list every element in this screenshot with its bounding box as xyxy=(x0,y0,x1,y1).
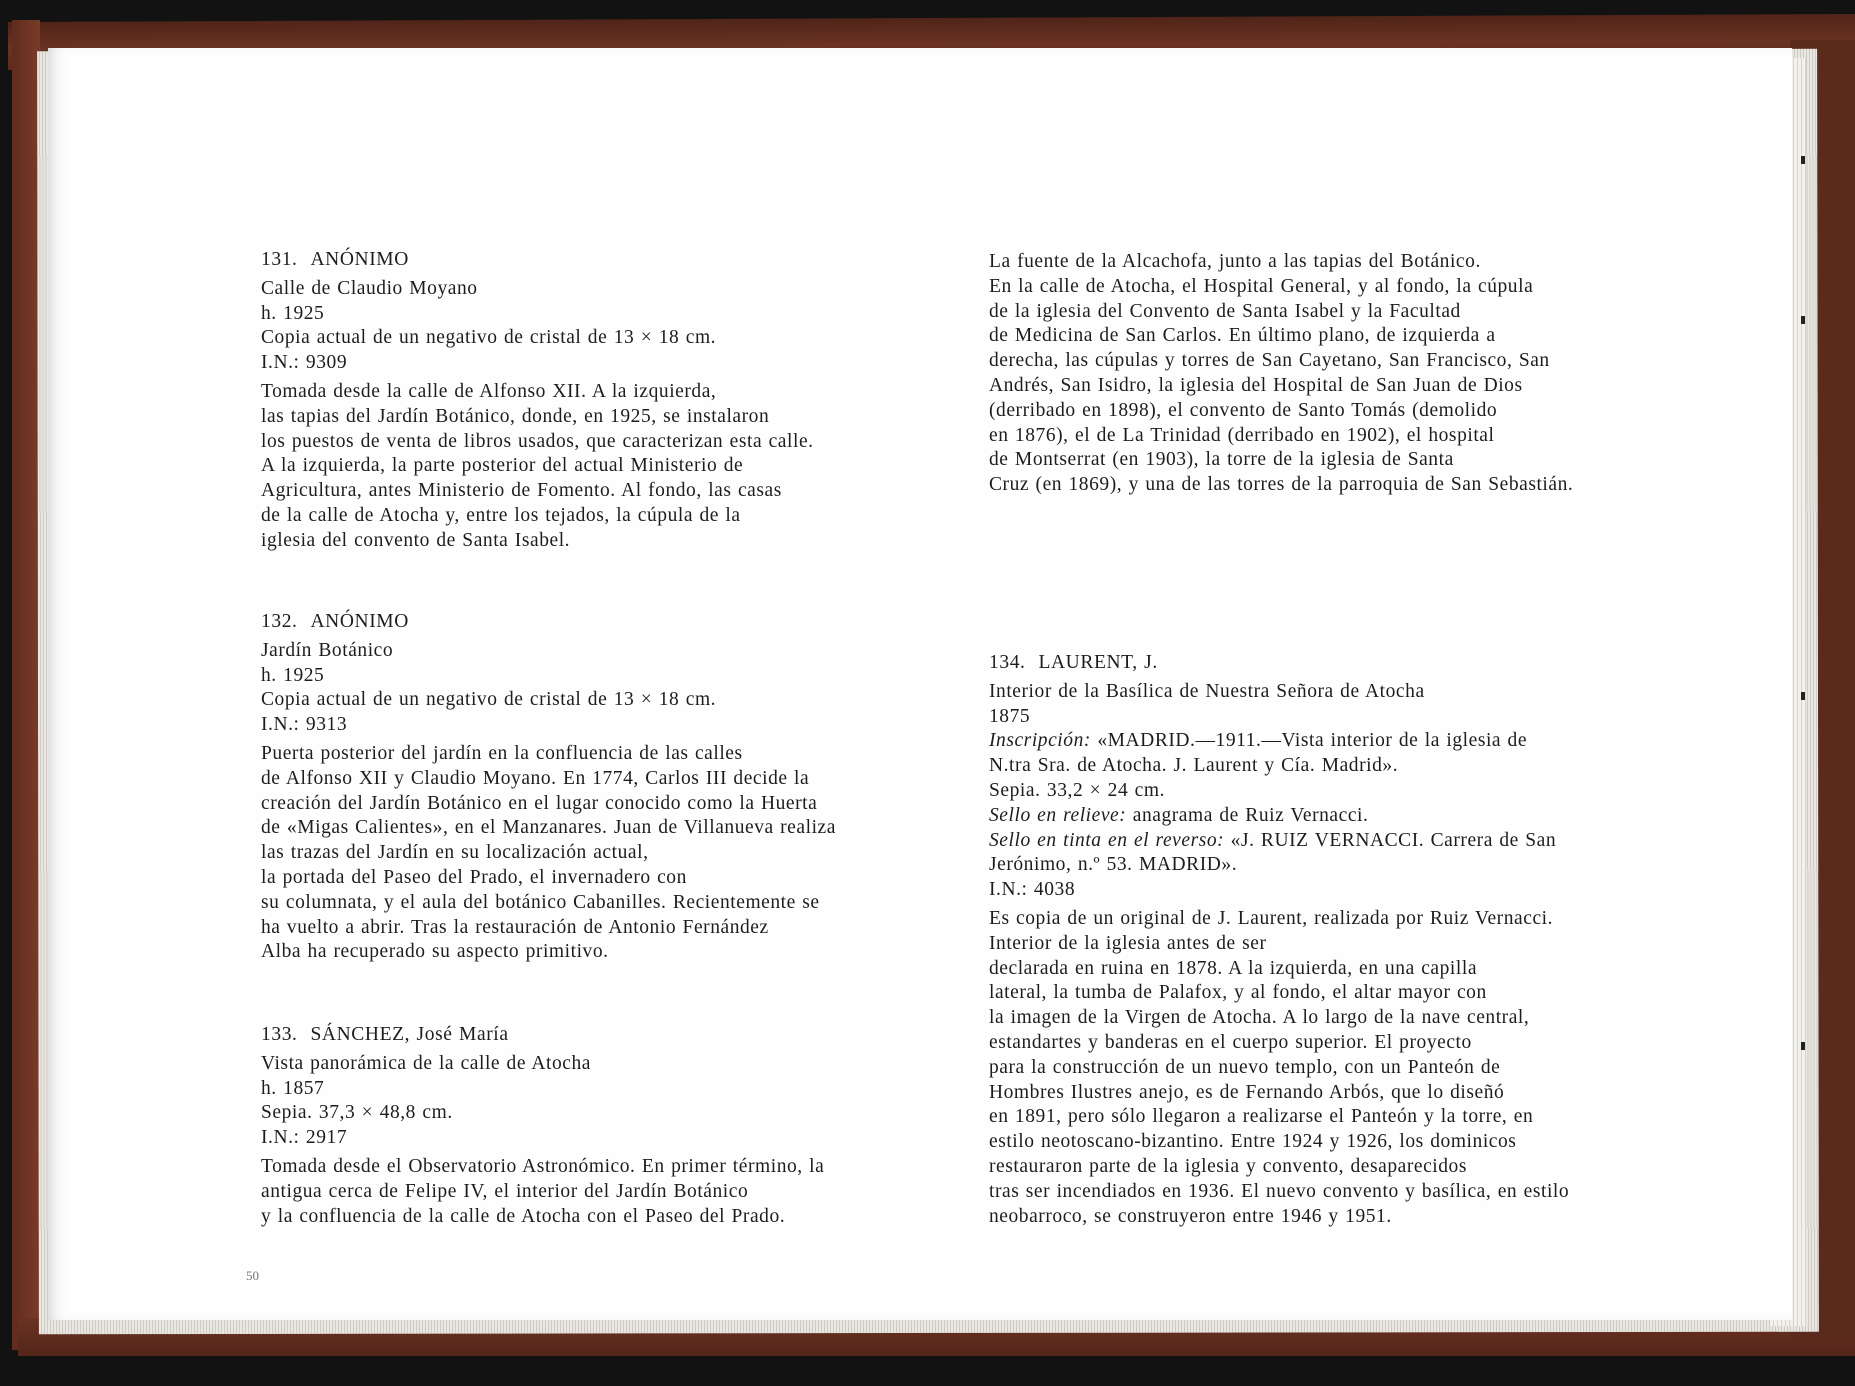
entry-inventory: I.N.: 9313 xyxy=(261,714,348,736)
entry-number: 132. xyxy=(261,611,298,632)
entry-heading xyxy=(261,248,814,273)
entry-132 xyxy=(261,610,836,965)
page-speck xyxy=(1801,316,1805,324)
entry-heading xyxy=(261,1023,824,1048)
description-line: la imagen de la Virgen de Atocha. A lo largo de la nave central, xyxy=(989,1007,1530,1029)
ink-stamp-label: Sello en tinta en el reverso: xyxy=(989,829,1225,851)
entry-133 xyxy=(261,1023,824,1229)
inscription-text: «MADRID.—1911.—Vista interior de la iglesia de xyxy=(1097,730,1528,752)
entry-number: 131. xyxy=(261,249,298,270)
ink-stamp-text: «J. RUIZ VERNACCI. Carrera de San xyxy=(1230,829,1557,851)
page-speck xyxy=(1801,692,1805,700)
description-line: lateral, la tumba de Palafox, y al fondo, el altar mayor con xyxy=(989,982,1487,1004)
entry-number: 134. xyxy=(989,652,1026,673)
description-line: A la izquierda, la parte posterior del actual Ministerio de xyxy=(261,455,744,477)
continuation-line: La fuente de la Alcachofa, junto a las tapias del Botánico. xyxy=(989,251,1481,272)
description-line: estandartes y banderas en el cuerpo superior. El proyecto xyxy=(989,1031,1472,1053)
entry-heading xyxy=(989,651,1569,676)
page-number: 50 xyxy=(246,1268,259,1283)
description-line: la portada del Paseo del Prado, el invernadero con xyxy=(261,866,687,888)
description-line: tras ser incendiados en 1936. El nuevo convento y basílica, en estilo xyxy=(989,1180,1570,1202)
entry-134 xyxy=(989,651,1569,1229)
description-line: en 1891, pero sólo llegaron a realizarse el Panteón y la torre, en xyxy=(989,1106,1534,1128)
entry-inventory: I.N.: 9309 xyxy=(261,352,348,374)
entry-author: LAURENT, J. xyxy=(1038,652,1158,673)
entry-date: h. 1925 xyxy=(261,302,325,324)
entry-medium: Sepia. 33,2 × 24 cm. xyxy=(989,779,1166,801)
description-line: neobarroco, se construyeron entre 1946 y 1951. xyxy=(989,1205,1392,1227)
entry-inscription-continued: N.tra Sra. de Atocha. J. Laurent y Cía. Madrid». xyxy=(989,755,1399,777)
relief-stamp-text: anagrama de Ruiz Vernacci. xyxy=(1132,804,1369,826)
description-line: creación del Jardín Botánico en el lugar conocido como la Huerta xyxy=(261,792,818,814)
page-speck xyxy=(1801,1042,1805,1050)
description-line: las tapias del Jardín Botánico, donde, en 1925, se instalaron xyxy=(261,405,770,427)
entry-ink-stamp xyxy=(989,829,1569,854)
entry-133-continuation xyxy=(989,250,1573,498)
entry-author: ANÓNIMO xyxy=(310,611,409,632)
description-line: Es copia de un original de J. Laurent, realizada por Ruiz Vernacci. xyxy=(989,907,1554,929)
entry-medium: Copia actual de un negativo de cristal de 13 × 18 cm. xyxy=(261,327,717,349)
description-line: Hombres Ilustres anejo, es de Fernando Arbós, que lo diseñó xyxy=(989,1081,1505,1103)
description-line: de Alfonso XII y Claudio Moyano. En 1774, Carlos III decide la xyxy=(261,767,810,789)
entry-description xyxy=(261,380,814,554)
description-line: Tomada desde la calle de Alfonso XII. A la izquierda, xyxy=(261,380,717,402)
entry-date: h. 1925 xyxy=(261,664,325,686)
continuation-line: de Montserrat (en 1903), la torre de la iglesia de Santa xyxy=(989,449,1454,471)
entry-medium: Copia actual de un negativo de cristal de 13 × 18 cm. xyxy=(261,689,717,711)
description-line: de la calle de Atocha y, entre los tejados, la cúpula de la xyxy=(261,504,741,526)
entry-medium: Sepia. 37,3 × 48,8 cm. xyxy=(261,1102,453,1124)
description-line: iglesia del convento de Santa Isabel. xyxy=(261,529,571,551)
description-line: y la confluencia de la calle de Atocha con el Paseo del Prado. xyxy=(261,1205,786,1227)
entry-title: Calle de Claudio Moyano xyxy=(261,277,478,299)
description-line: Alba ha recuperado su aspecto primitivo. xyxy=(261,941,609,963)
entry-relief-stamp xyxy=(989,804,1569,829)
page-speck xyxy=(1801,156,1805,164)
description-line: las trazas del Jardín en su localización actual, xyxy=(261,842,649,864)
entry-title: Vista panorámica de la calle de Atocha xyxy=(261,1052,592,1074)
entry-author: SÁNCHEZ, José María xyxy=(310,1024,509,1045)
description-line: estilo neotoscano-bizantino. Entre 1924 y 1926, los dominicos xyxy=(989,1131,1517,1153)
entry-title: Interior de la Basílica de Nuestra Señora de Atocha xyxy=(989,680,1425,702)
entry-date: 1875 xyxy=(989,705,1031,727)
entry-title: Jardín Botánico xyxy=(261,639,394,661)
description-line: los puestos de venta de libros usados, que caracterizan esta calle. xyxy=(261,430,814,452)
continuation-line: derecha, las cúpulas y torres de San Cayetano, San Francisco, San xyxy=(989,350,1550,372)
entry-ink-stamp-continued: Jerónimo, n.º 53. MADRID». xyxy=(989,854,1238,876)
entry-description xyxy=(989,907,1569,1229)
entry-131 xyxy=(261,248,814,554)
description-line: para la construcción de un nuevo templo, con un Panteón de xyxy=(989,1056,1501,1078)
description-line: Agricultura, antes Ministerio de Fomento. Al fondo, las casas xyxy=(261,480,782,502)
description-line: de «Migas Calientes», en el Manzanares. Juan de Villanueva realiza xyxy=(261,817,836,839)
entry-description xyxy=(261,1155,824,1229)
entry-inscription xyxy=(989,729,1569,754)
entry-author: ANÓNIMO xyxy=(310,249,409,270)
continuation-line: Cruz (en 1869), y una de las torres de la parroquia de San Sebastián. xyxy=(989,474,1574,496)
entry-description xyxy=(261,742,836,965)
continuation-line: En la calle de Atocha, el Hospital General, y al fondo, la cúpula xyxy=(989,275,1534,297)
continuation-line: de la iglesia del Convento de Santa Isabel y la Facultad xyxy=(989,300,1461,322)
inscription-label: Inscripción: xyxy=(989,730,1091,752)
catalog-page xyxy=(48,48,1792,1320)
description-line: ha vuelto a abrir. Tras la restauración de Antonio Fernández xyxy=(261,916,769,938)
description-line: Interior de la iglesia antes de ser xyxy=(989,932,1267,954)
relief-stamp-label: Sello en relieve: xyxy=(989,804,1127,826)
description-line: antigua cerca de Felipe IV, el interior del Jardín Botánico xyxy=(261,1180,749,1202)
description-line: Tomada desde el Observatorio Astronómico. En primer término, la xyxy=(261,1155,825,1177)
continuation-line: de Medicina de San Carlos. En último plano, de izquierda a xyxy=(989,325,1496,347)
description-line: Puerta posterior del jardín en la confluencia de las calles xyxy=(261,742,743,764)
continuation-line: (derribado en 1898), el convento de Santo Tomás (demolido xyxy=(989,399,1498,421)
book-cover-left xyxy=(12,20,40,1350)
entry-date: h. 1857 xyxy=(261,1077,325,1099)
description-line: su columnata, y el aula del botánico Cabanilles. Recientemente se xyxy=(261,891,820,913)
entry-inventory: I.N.: 2917 xyxy=(261,1127,348,1149)
description-line: restauraron parte de la iglesia y convento, desaparecidos xyxy=(989,1155,1467,1177)
entry-heading xyxy=(261,610,836,635)
entry-number: 133. xyxy=(261,1024,298,1045)
entry-inventory: I.N.: 4038 xyxy=(989,879,1076,901)
description-line: declarada en ruina en 1878. A la izquierda, en una capilla xyxy=(989,957,1478,979)
continuation-line: en 1876), el de La Trinidad (derribado en 1902), el hospital xyxy=(989,424,1495,446)
continuation-line: Andrés, San Isidro, la iglesia del Hospital de San Juan de Dios xyxy=(989,374,1523,396)
